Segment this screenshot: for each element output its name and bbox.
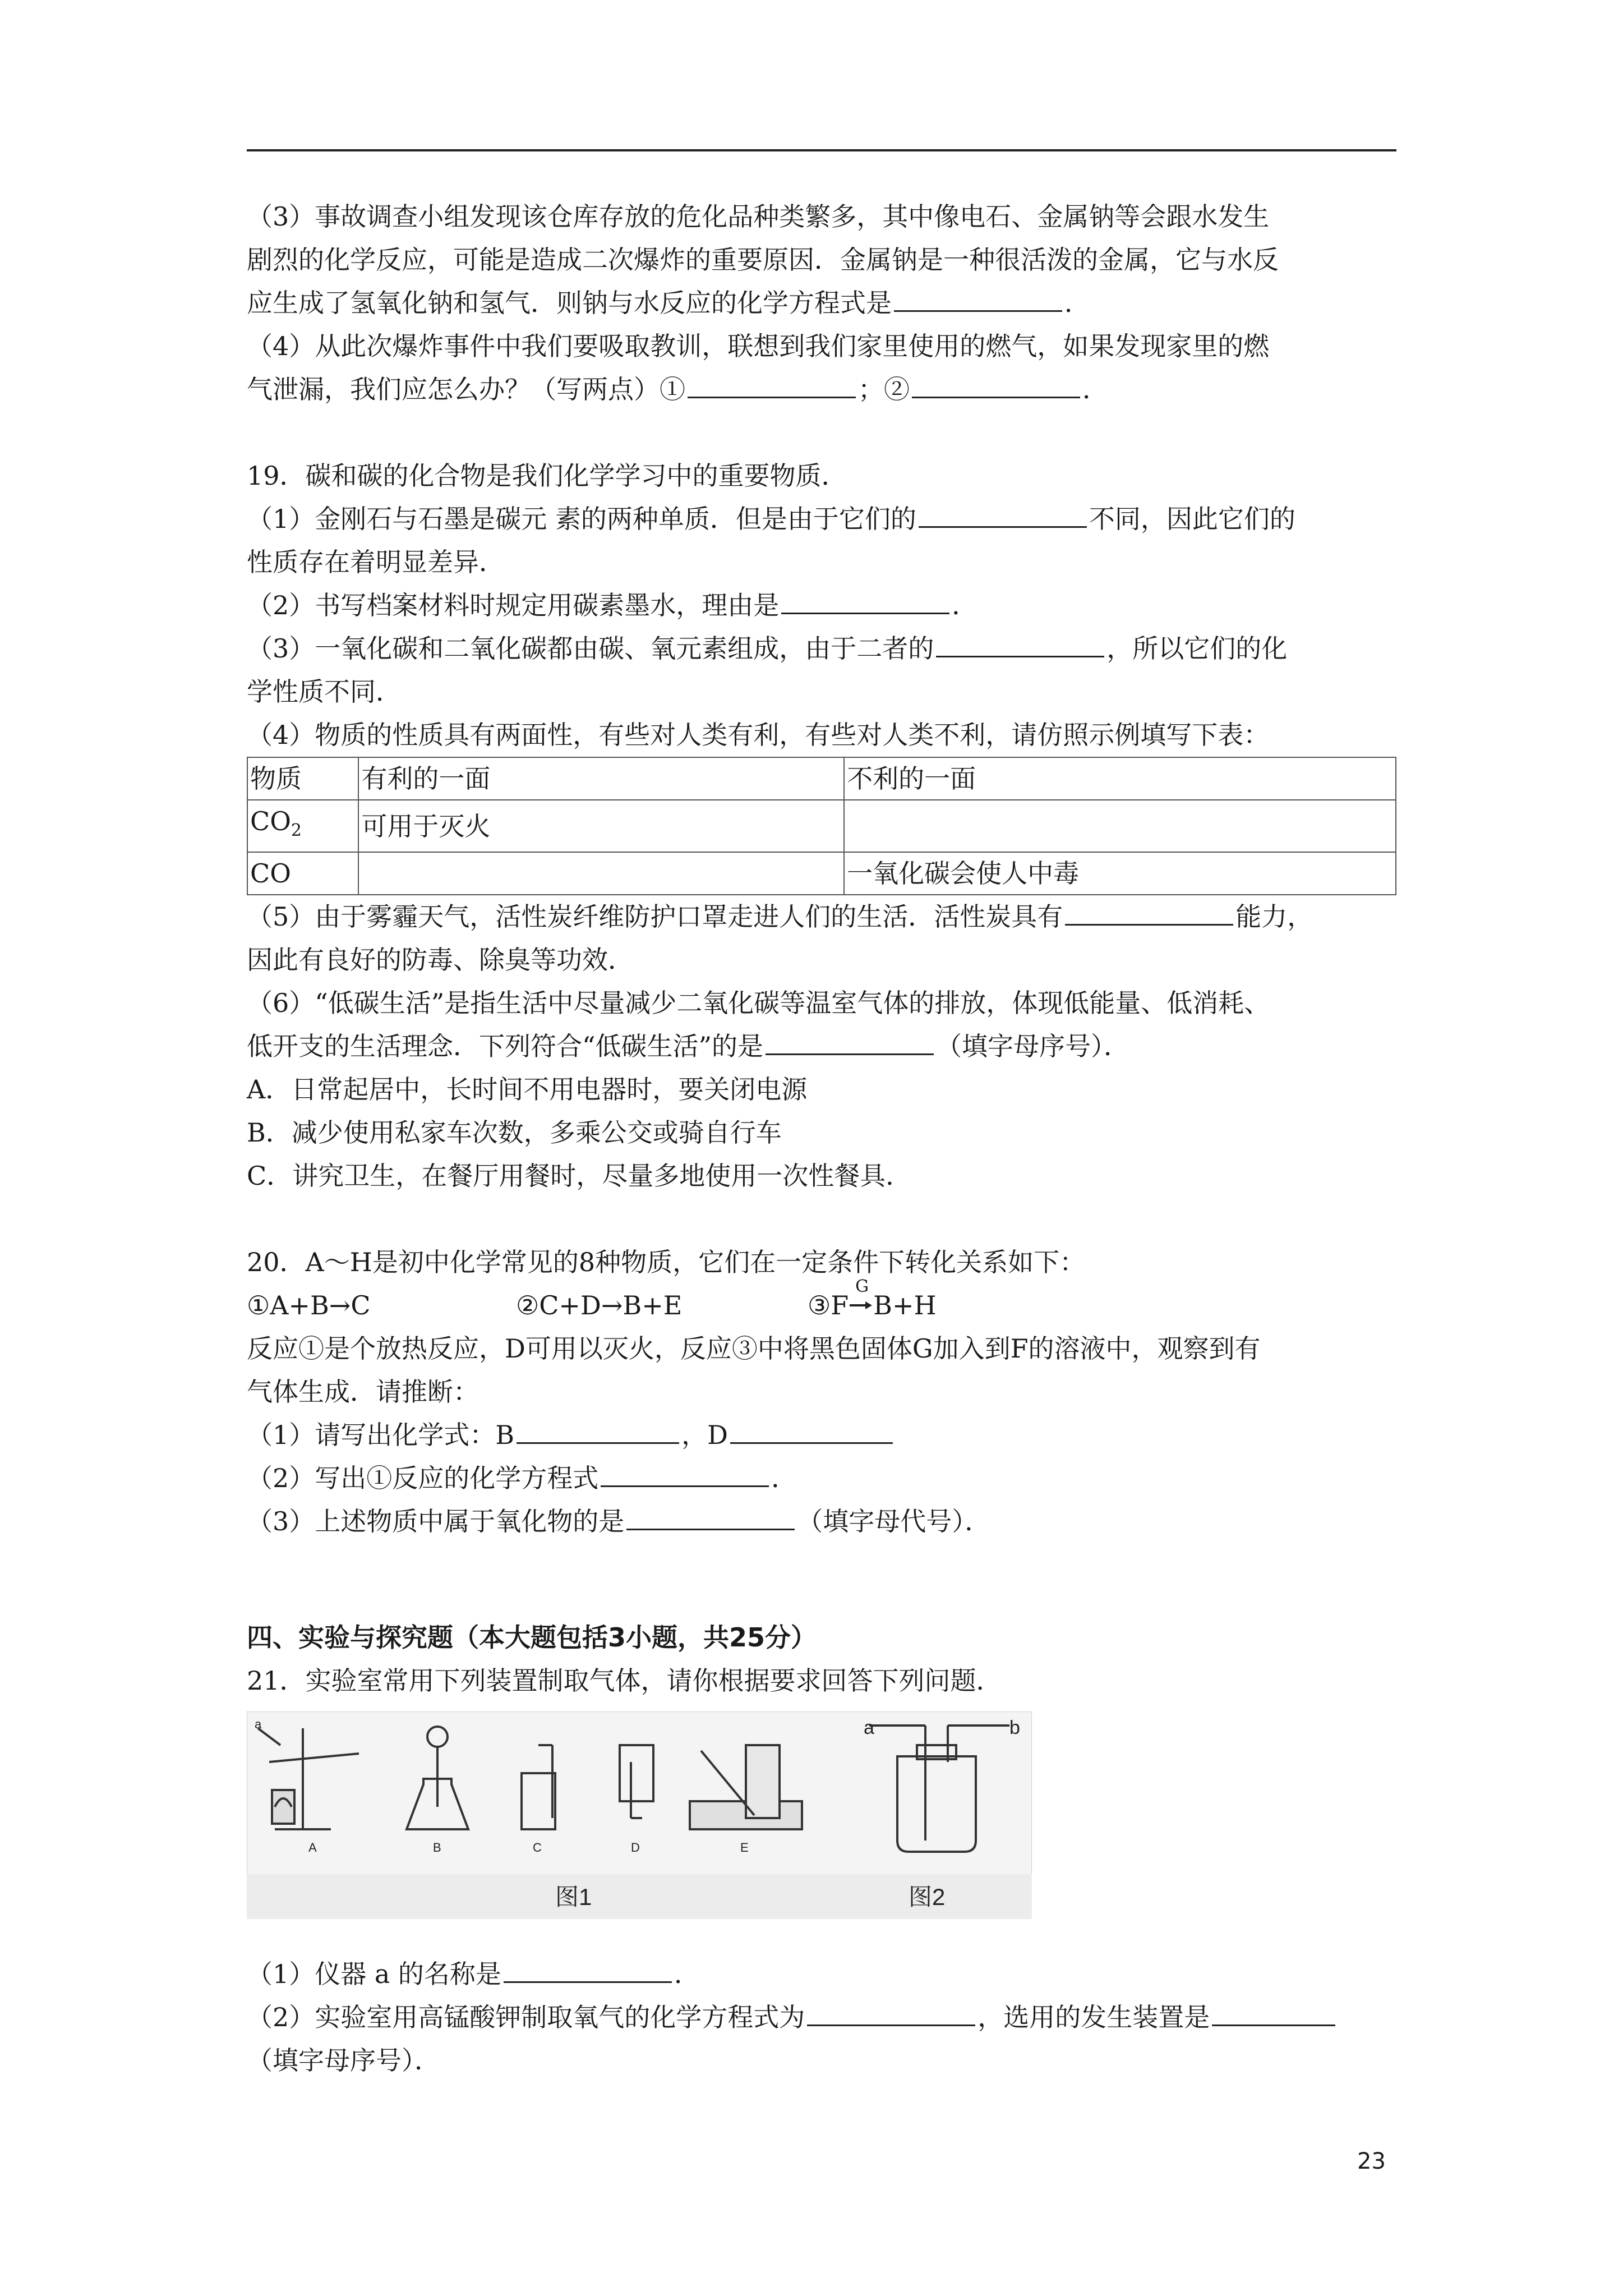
q18-p4-text: 气泄漏，我们应怎么办？（写两点）① [247,374,685,404]
q20-sub2 [247,1457,1396,1500]
table-header-cell: 不利的一面 [844,757,1396,800]
answer-blank[interactable] [1065,896,1233,926]
answer-blank[interactable] [919,498,1087,528]
answer-blank[interactable] [688,369,856,398]
figure-1-caption: 图1 [555,1884,592,1911]
catalyst-label: G [855,1277,869,1297]
table-cell-substance [247,800,358,852]
table-row [247,800,1396,852]
q19-p3-text: （3）一氧化碳和二氧化碳都由碳、氧元素组成，由于二者的 [247,633,934,664]
q19-p2-text: （2）书写档案材料时规定用碳素墨水，理由是 [247,590,780,620]
answer-blank[interactable] [601,1457,769,1487]
page-number: 23 [1357,2148,1386,2174]
q19-p4: （4）物质的性质具有两面性，有些对人类有利，有些对人类不利，请仿照示例填写下表： [247,720,1270,750]
q19-option-c: C．讲究卫生，在餐厅用餐时，尽量多地使用一次性餐具． [247,1161,912,1191]
answer-blank[interactable] [912,369,1080,398]
q20-line2: 气体生成．请推断： [247,1377,479,1407]
period: ． [771,1463,797,1494]
answer-blank[interactable] [730,1414,893,1444]
spacer [247,1543,1396,1616]
equation-1: ①A+B→C [247,1290,371,1321]
q20-sub1 [247,1414,1396,1457]
table-cell-substance: CO [247,852,358,895]
answer-blank[interactable] [894,282,1062,312]
q19-option-a: A．日常起居中，长时间不用电器时，要关闭电源 [247,1074,808,1105]
catalyst-arrow [849,1277,873,1314]
answer-blank[interactable] [781,585,949,614]
equation-2: ②C+D→B+E [516,1290,683,1321]
q19-p3 [247,627,1396,670]
q19-p5-text2: 能力， [1235,901,1313,932]
q19-p3-cont: 学性质不同． [247,677,402,707]
spacer [247,411,1396,454]
equation-3 [808,1277,937,1327]
q20-sub2-text: （2）写出①反应的化学方程式 [247,1463,599,1494]
q20-line1: 反应①是个放热反应，D可用以灭火，反应③中将黑色固体G加入到F的溶液中，观察到有 [247,1333,1261,1364]
q18-p4-line2 [247,368,1396,411]
tube-label-a: a [864,1717,874,1739]
q20-sub1-text2: ，D [681,1420,728,1451]
q21-sub1-text: （1）仪器 a 的名称是 [247,1959,501,1990]
q20-sub3 [247,1500,1396,1543]
q20-sub1-text: （1）请写出化学式：B [247,1420,515,1451]
table-cell-good: 可用于灭火 [358,800,844,852]
q21-sub2 [247,1996,1396,2039]
equation-3-right: B+H [873,1290,937,1321]
q19-p3-text2: ，所以它们的化 [1106,633,1288,664]
apparatus-label: E [740,1841,749,1855]
q19-option-b: B．减少使用私家车次数，多乘公交或骑自行车 [247,1117,782,1148]
section-heading: 四、实验与探究题（本大题包括3小题，共25分） [247,1622,817,1653]
q20-sub3-text: （3）上述物质中属于氧化物的是 [247,1506,625,1537]
label-a-tag: a [255,1717,262,1732]
formula-base: CO [250,806,291,836]
q20-equations [247,1277,1396,1327]
header-rule [247,149,1396,151]
q19-p1-text2: 不同，因此它们的 [1089,504,1295,534]
page-content [247,195,1396,2082]
q18-p3-line2: 剧烈的化学反应，可能是造成二次爆炸的重要原因．金属钠是一种很活泼的金属，它与水反 [247,245,1279,275]
q21-sub2-text: （2）实验室用高锰酸钾制取氧气的化学方程式为 [247,2002,805,2033]
table-header-row [247,757,1396,800]
table-cell-bad[interactable] [844,800,1396,852]
q19-p5 [247,895,1396,938]
property-table [247,757,1396,895]
table-cell-bad: 一氧化碳会使人中毒 [844,852,1396,895]
reaction-arrow-icon [849,1300,873,1311]
q21-sub2-cont: （填字母序号）． [247,2045,440,2076]
q19-p6-text: 低开支的生活理念．下列符合“低碳生活”的是 [247,1031,764,1062]
apparatus-label: C [533,1841,542,1855]
apparatus-label: D [631,1841,640,1855]
q19-p6-text2: （填字母序号）． [936,1031,1130,1062]
period: ． [1082,374,1108,404]
q20-sub3-text2: （填字母代号）． [797,1506,991,1537]
apparatus-label: A [308,1841,317,1855]
formula-subscript: 2 [291,821,302,841]
q19-p5-cont: 因此有良好的防毒、除臭等功效． [247,945,634,976]
answer-blank[interactable] [517,1414,679,1444]
answer-blank[interactable] [504,1953,672,1983]
q20-title: 20．A～H是初中化学常见的8种物质，它们在一定条件下转化关系如下： [247,1247,1086,1278]
q19-title: 19．碳和碳的化合物是我们化学学习中的重要物质． [247,461,847,491]
q19-p1-cont: 性质存在着明显差异． [247,547,505,577]
equation-3-left: ③F [808,1290,849,1321]
q19-p6: （6）“低碳生活”是指生活中尽量减少二氧化碳等温室气体的排放，体现低能量、低消耗、 [247,988,1270,1019]
q21-title: 21．实验室常用下列装置制取气体，请你根据要求回答下列问题． [247,1665,1002,1696]
answer-blank[interactable] [936,628,1104,657]
q18-p3-line3 [247,282,1396,325]
apparatus-figure [247,1711,1032,1919]
q19-p1-text: （1）金刚石与石墨是碳元 素的两种单质．但是由于它们的 [247,504,916,534]
apparatus-diagram [247,1711,1032,1919]
q19-p5-text: （5）由于雾霾天气，活性炭纤维防护口罩走进人们的生活．活性炭具有 [247,901,1063,932]
q18-p3-line1: （3）事故调查小组发现该仓库存放的危化品种类繁多，其中像电石、金属钠等会跟水发生 [247,201,1270,232]
answer-blank[interactable] [807,1996,975,2026]
period: ． [674,1959,700,1990]
tube-label-b: b [1009,1717,1020,1739]
q19-p2 [247,584,1396,627]
table-cell-good[interactable] [358,852,844,895]
figure-2-caption: 图2 [909,1884,946,1911]
answer-blank[interactable] [1212,1996,1335,2026]
q18-p4-sep: ；② [858,374,910,404]
q19-p1 [247,498,1396,541]
q19-p6-cont [247,1025,1396,1068]
spacer [247,1198,1396,1241]
period: ． [952,590,978,620]
period: ． [1064,288,1090,318]
q18-p4-line1: （4）从此次爆炸事件中我们要吸取教训，联想到我们家里使用的燃气，如果发现家里的燃 [247,331,1270,361]
table-row [247,852,1396,895]
table-header-cell: 物质 [247,757,358,800]
q21-sub1 [247,1953,1396,1996]
q18-p3-text: 应生成了氢氧化钠和氢气．则钠与水反应的化学方程式是 [247,288,892,318]
q21-sub2-text2: ，选用的发生装置是 [978,2002,1210,2033]
apparatus-label: B [433,1841,441,1855]
answer-blank[interactable] [626,1501,795,1530]
answer-blank[interactable] [766,1025,934,1055]
table-header-cell: 有利的一面 [358,757,844,800]
